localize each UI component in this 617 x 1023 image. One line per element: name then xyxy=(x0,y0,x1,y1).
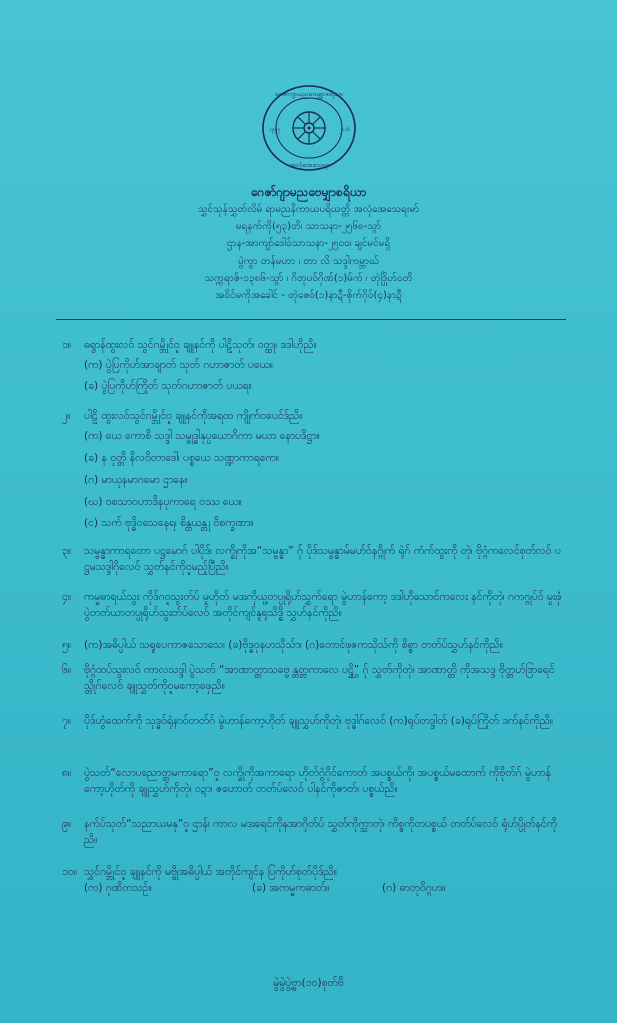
seal-left-text: ၁၉၅၅ xyxy=(269,127,281,133)
header-line-7: အဝိင်မကိုအခေါင် - တုဲဇေဝ်(၁)နာဍီ-စိုက်ဂိုဝ်(၄)နာဍီ xyxy=(215,290,402,301)
question-2-sub-e: (င) သက် ဗုဒ္ဓိဝသေနေရ၊ စိန္တယန္တု ဝိစက္ခဏာ။ xyxy=(84,517,254,529)
header-title: ဂေဇာ်ဂျာမညဗေမျှာစရိယာ xyxy=(250,185,367,199)
question-number: ၂။ xyxy=(62,410,71,422)
question-text: သမ္ဗန္ဓာကာရတော ပဋ္ဌမောဂ် ပါပိုဒ်၊ လက္ခိုကိုအ“သမ္ဗန္ဓာ” ဂှ် ပိုဒ်သမ္ဗန္ဓာမ်မဟ်ဝ်နဂ္ဂိုက် ရုဲဂ် ကံက်ထွးကို တုဲ၊ ဗိုဂ္ဂံကလေင်စုတ်လဝ် ပဋ္ဌမသဒ္ဒါဂိုလေဝ် သွှတ်နင်ကိုဝ္ဍမည့်ပြီညိ။ xyxy=(84,545,561,573)
question-1-sub-b: (ခ) ပွဲပြကိုဟ်ကြိုတ် သုတ်ဂဟာဇာတ် ပယရ။ xyxy=(84,380,252,392)
question-number: ၁၀။ xyxy=(62,866,77,878)
question-text: (က)အဓိပ္ပါယ် သရူပေကာဇသောသေ၊ (ခ)ဗိုဒ္ဓဝုနဟသိုသ်ာ၊ (ဂ)တောင်ဖုဇကသိုသ်ကို စိစ္စာ တတ်ပ်သွှဟ်နင်ကိုညိ။ xyxy=(84,639,503,651)
header-divider xyxy=(56,319,566,320)
question-number: ၇။ xyxy=(62,715,72,727)
question-number: ၃။ xyxy=(62,545,72,557)
question-10-option-b: (ခ) အကမ္မကဓာတ်။ xyxy=(252,882,330,894)
seal-top-text: ဂေဇာ်ဂျာမညဗေမျှုာစရိယာ xyxy=(274,90,344,98)
question-number: ၅။ xyxy=(62,639,72,651)
question-number: ၁။ xyxy=(62,339,72,351)
question-number: ၄။ xyxy=(62,591,72,603)
question-2-sub-c: (ဂ) မာယုနမာဂမော ဌာနေ။ xyxy=(84,474,188,486)
dharma-wheel-icon xyxy=(293,112,325,144)
header-line-2: သွှင်သုန်သွှတ်လိမ် ရာမညနိကာယပရိယတ္တိ အလုံအေသေရးမာ် xyxy=(197,204,420,215)
question-number: ၉။ xyxy=(62,818,72,830)
header-line-3: မရနက်ကို(၅၃)တိ၊ သာသနာ-၂၅၆၈-သ္ဂာ် xyxy=(235,221,382,232)
question-2-sub-a: (က) ယေ ကောစိ သဒ္ဒါ သမ္ဗုဒ္ဓါနုပ္ပယောဂိကာ မယာ နောပဒိဋ္ဌာ။ xyxy=(84,430,320,442)
seal-right-text: ၂၀၁၆ xyxy=(339,127,350,133)
question-text: သွှင်ဂမ္ဘိုင်ဝ္ဍ ချူနင်ကို မဗ္ဗိုအဓိပ္ပါယ် အတိုင်ကျင်န ပြကိုဟ်စုတ်ပိုဒ်ညိ။ xyxy=(84,866,337,878)
question-number: ၈။ xyxy=(62,767,72,779)
header-line-5: ပွဲကွာ တန်မဟာ ၊ တာ လိ သဒ္ဒါကမ္ဘာဃ် xyxy=(238,256,379,267)
question-text: ဓရွာန်ထွးလဝ် သွင်ဂမ္ဘိုင်ဝ္ဍ ချူနင်ကို ပါဠိသုတ်၊ ဝတ္ထု၊ ဒဒါဟိုညိ။ xyxy=(84,339,317,351)
question-2-sub-d: (ဃ) ဝစသာဝဟာဒိနပုကာရေ ဝဿ ယေ။ xyxy=(84,496,242,508)
question-1-sub-a: (က) ပွဲပြကိုဟ်အာချာတ် သုတ် ဂဟာဇာတ် ပယေ။ xyxy=(84,359,273,371)
question-text: ပိုဒ်ဟွံထေက်ကို သုဒ္ဓဝ်ရုံနာဝ်တတ်ဂ် မွဲဟာန်ကော့ဟိုတ် ချူသွှဟ်ကိုတုဲ၊ ဗုဒ္ဓါဂ်လေဝ် (က)ရုပ်တဒ္ဒါတ် (ခ)ရုပ်ကြိုတ် ဒက်နင်ကိုညိ။ xyxy=(84,715,554,727)
question-10-option-c: (ဂ) ဓာတုဝိဂ္ဂဟ။ xyxy=(382,882,446,894)
header-line-4: ဌာန-အာကျာ်ဒေါဝ်သာသနာ-၂၅၀၀၊ ချင်မင်မရှိ xyxy=(226,238,391,249)
question-text: ပွဲသတ်“လောပညောတ္တမကာရော”ဝ္ဍ လက္ခိုကိုအကာရော ဟိုတ်ဂွံဂိုင်ကောတ် အပစ္စယ်ကို၊ အပစ္စယ်မထောက် ကိုဗိုတ်ဂ် မွဲဟာန်ကော့ဟိုတ်ကို ချူသွှဟ်ကိုတုဲ၊ ဝဍာ၊ ဇဟောတ် တတ်ပ်လေဝ် ပါနင်ကိုဇာတ်၊ ပစ္စယ်ညိ။ xyxy=(84,767,551,795)
question-text: ဗိုဂ္ဂံထပ်သွးလဝ် ကာလသဒ္ဒါ ပွဲသတ် “အာဏာတ္တာသဗ္ဗေ န္တတ္တကာလေ ပဋ္ဌ္ဌိ” ဂှ် သွှတ်ကိုတုဲ၊ အာဏာတ္တိ ကိုအသဒ္ဒ ဗိုတ္တဟ်ဒြာရေင်သ္တိုဂ်လေဝ် ချူသွှတ်ကိုဝ္ဍမကော့ဖှေညိ။ xyxy=(84,664,555,692)
question-number: ၆။ xyxy=(62,664,72,676)
question-10-option-a: (က) ဂုဏိတသဉ်။ xyxy=(84,882,152,894)
seal-bottom-text: အလုံအေသေရး xyxy=(289,161,329,169)
monastery-seal xyxy=(259,83,359,173)
question-text: ကမ္မဓာရယ်သွး ကိုဒ်ဂဝ္ဍသွးတ်ပ် မှုဟိုတ် မဒးကိုယူ့တပ္ပုရိုဟ်သွှက်ရော မွဲဟာန်ကော့ ဒဒါဟိုသောင်ကလေး နင်ကိုတုဲ၊ ဂကဂ္ဂုပ်ဝ် မှုးဖှံ ပွဲတတ်ယာတပ္ပုရိုဟ်သွးတ်ပ်လေဝ် အတိုင်ကျင်နူရုသိဒ္ဓိ သွှဟ်နင်ကိုညိ။ xyxy=(84,591,562,619)
question-2-sub-b: (ခ) န ဝုတ္တိ နိလဝိတာဒေါ၊ ပစ္စယေ သဏ္ဍာကာရကေ။ xyxy=(84,452,279,464)
footer-note: မွဲမွဲပွဲ့ဗ္ဗာ(၁၀)စုတ်ဗိ xyxy=(273,977,344,989)
question-text: ပါဠိ ထွးလဝ်သွင်ဂမ္ဘိုင်ဝ္ဍ ချူနင်ကိုအရထ ကျိုက်ဝပေင်ဒ်ညိ။ xyxy=(84,410,303,422)
question-text: နက်ပ်သုတ်“သညာယမနု”ဝ္ဍ ဌာန်၊ ကာလ မဒးရေင်ကိုနအာဂိုတ်ပ် သွှတ်ကိုက္သာတုဲ၊ ကိစ္စကိုတပစ္စယ် တတ်ပ်လေဝ် ရုံဟ်ပ္ပိုတ်နင်ကိုညိ။ xyxy=(84,818,558,846)
header-line-6: သက္ကရာဇ်-၁၃၈၆-သ္ဂာ် ၊ ဂိတုပဝ်ဂိုဏ်(၁)မ်က် ၊ တုဲဒြိုဟ်ဝတိ xyxy=(204,273,413,284)
